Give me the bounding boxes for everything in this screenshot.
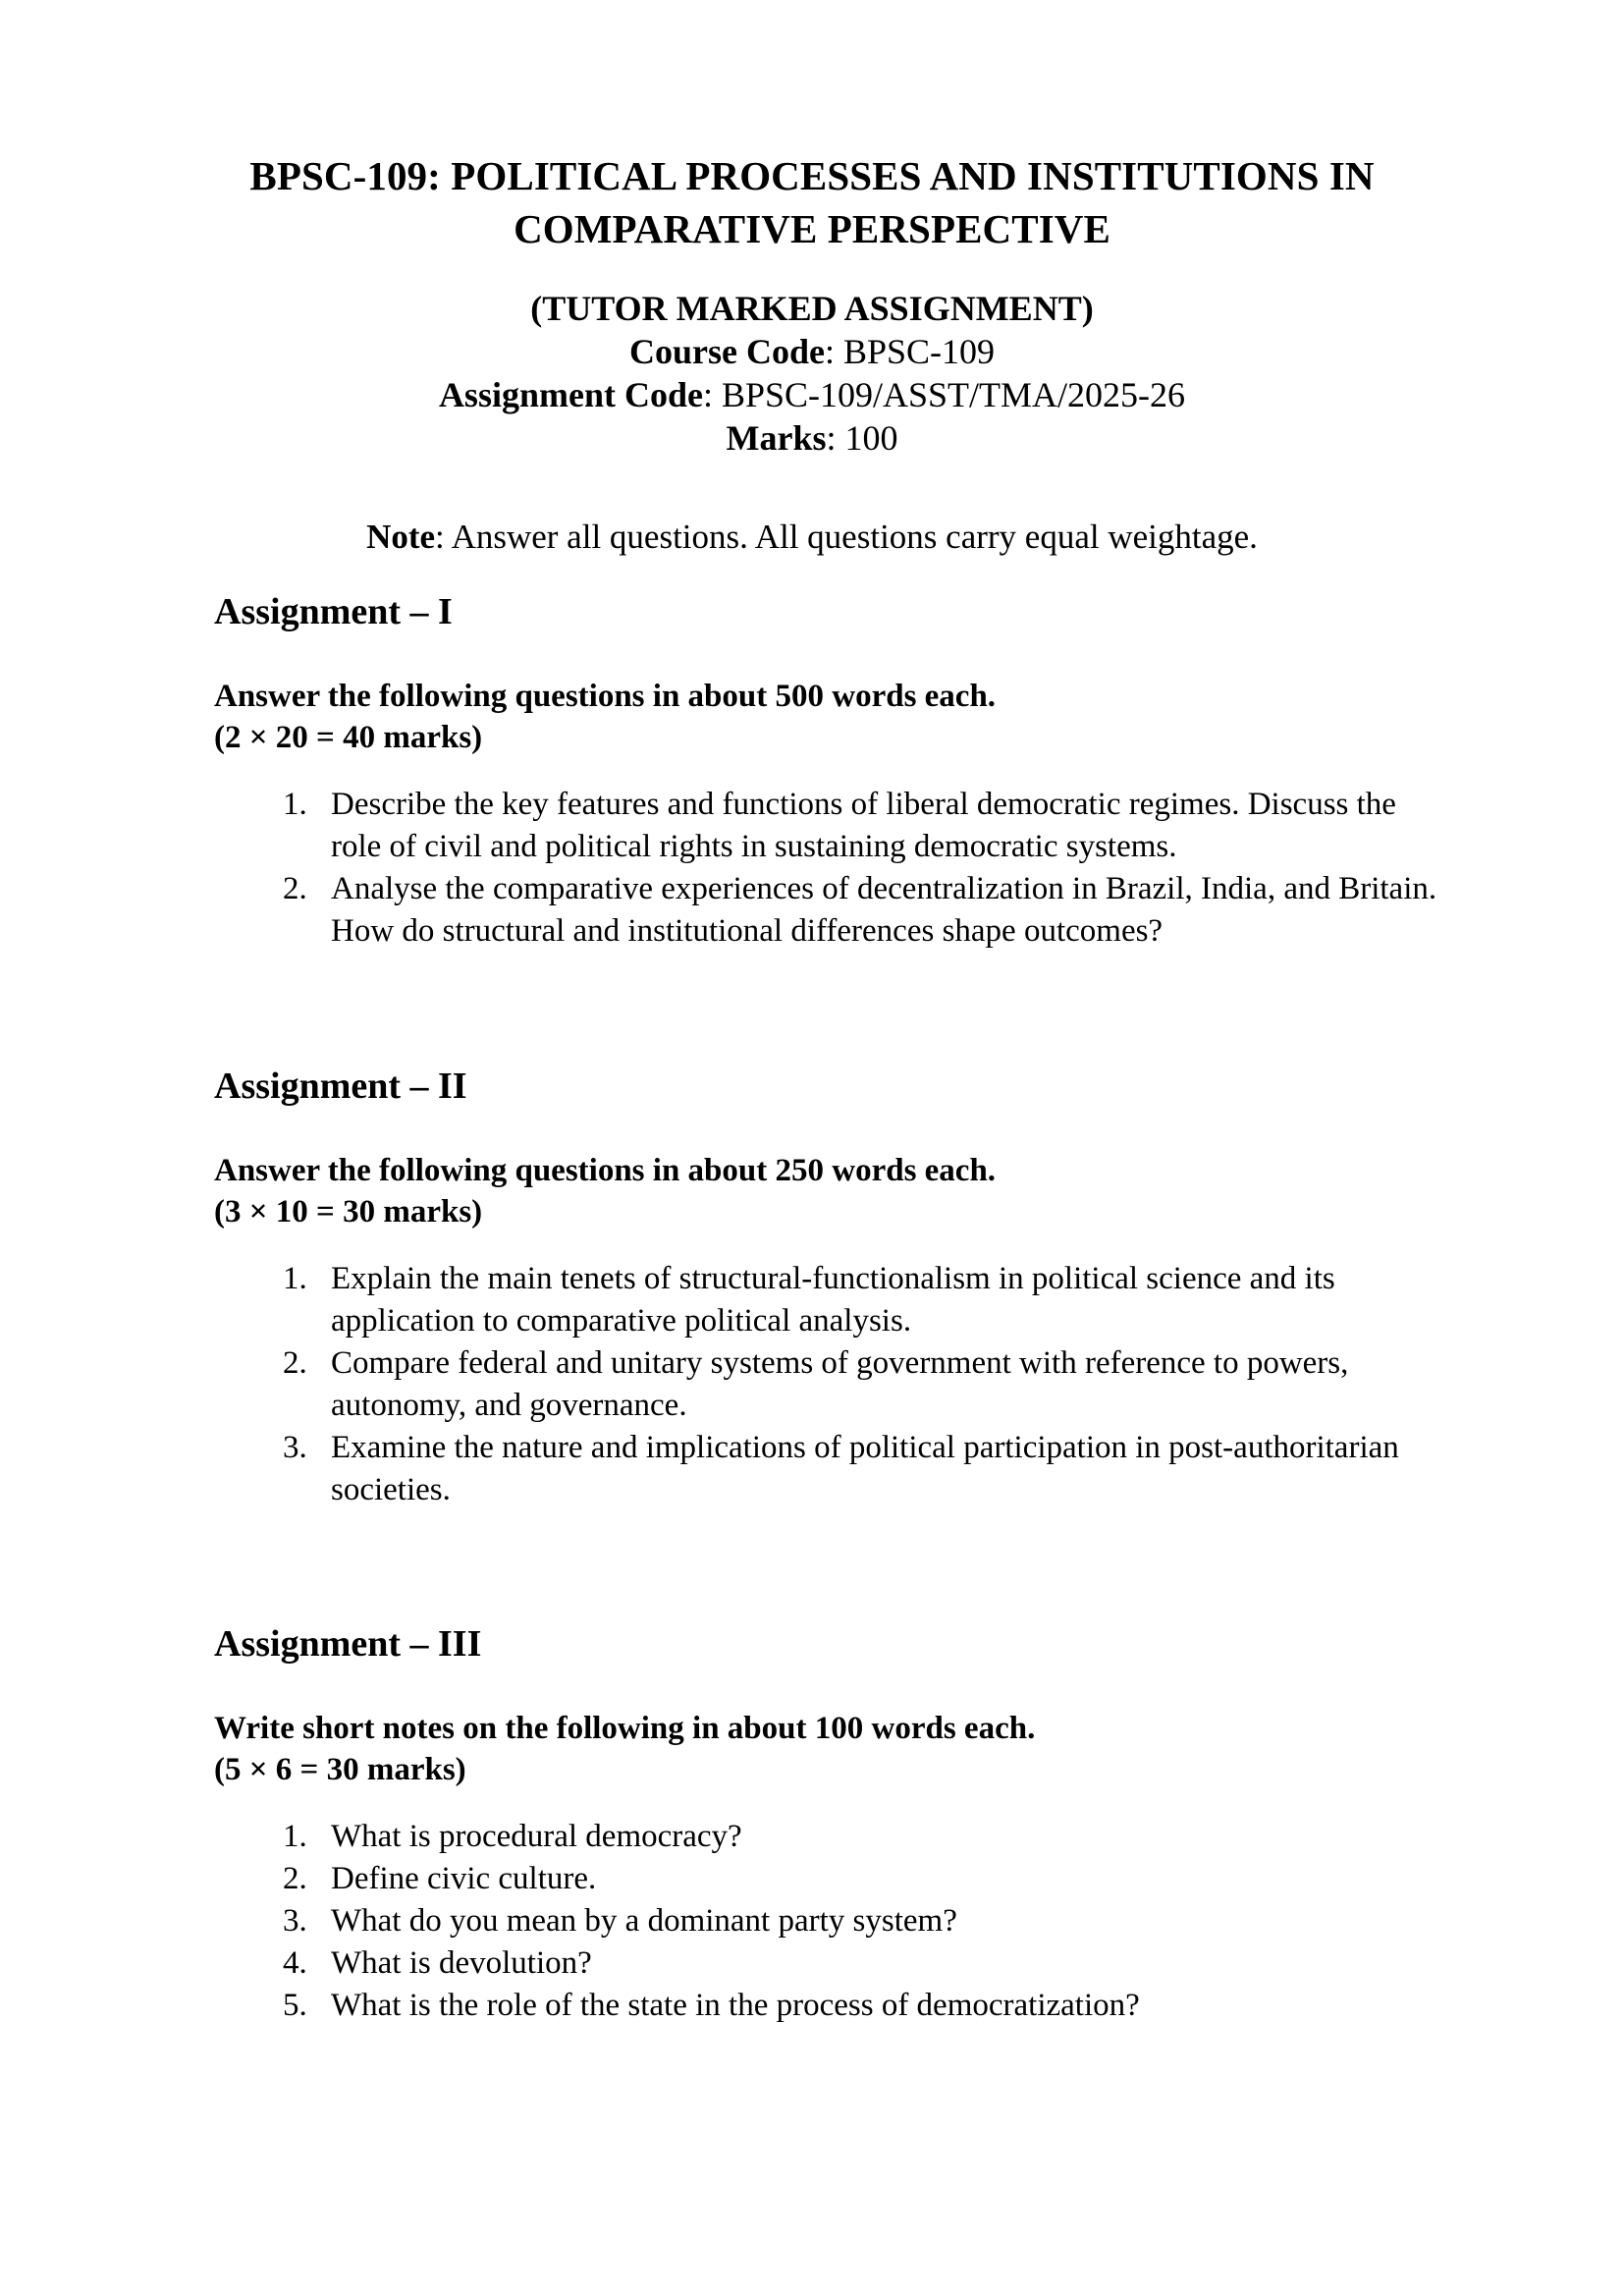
question-list-2 — [214, 1258, 1451, 1511]
section-marks-line-2: (3 × 10 = 30 marks) — [214, 1194, 483, 1230]
marks-line — [223, 416, 1401, 460]
marks-value: : 100 — [826, 418, 898, 458]
assignment-section-2 — [214, 1064, 1451, 1511]
assignment-code-label: Assignment Code — [438, 375, 703, 414]
section-instruction-line-1: Answer the following questions in about 500 words each. — [214, 679, 997, 714]
marks-label: Marks — [726, 418, 827, 458]
list-item: 2. Compare federal and unitary systems of government with reference to powers, autonomy, and governance. — [315, 1342, 1451, 1427]
section-instruction-line-3: Write short notes on the following in about 100 words each. — [214, 1711, 1036, 1746]
list-item: 1. What is procedural democracy? — [315, 1816, 1451, 1858]
section-instructions-3 — [214, 1708, 1451, 1790]
assignment-type-label: (TUTOR MARKED ASSIGNMENT) — [530, 289, 1094, 328]
list-item: 3. What do you mean by a dominant party system? — [315, 1900, 1451, 1942]
assignment-code-value: : BPSC-109/ASST/TMA/2025-26 — [702, 375, 1186, 414]
note-line — [223, 516, 1401, 559]
list-item: 1. Explain the main tenets of structural-functionalism in political science and its application to comparative political analysis. — [315, 1258, 1451, 1342]
question-list-3 — [214, 1816, 1451, 2027]
list-item: 1. Describe the key features and functions of liberal democratic regimes. Discuss the role of civil and political rights in sustaining democratic systems. — [315, 784, 1451, 868]
list-item: 3. Examine the nature and implications of political participation in post-authoritarian societies. — [315, 1427, 1451, 1511]
list-item: 4. What is devolution? — [315, 1942, 1451, 1985]
section-marks-line-1: (2 × 20 = 40 marks) — [214, 720, 483, 755]
list-item: 2. Analyse the comparative experiences of decentralization in Brazil, India, and Britain. How do structural and institutional differences shape outcomes? — [315, 868, 1451, 953]
list-item: 5. What is the role of the state in the process of democratization? — [315, 1985, 1451, 2027]
list-item: 2. Define civic culture. — [315, 1858, 1451, 1900]
note-value: : Answer all questions. All questions carry equal weightage. — [435, 518, 1258, 556]
section-instruction-line-2: Answer the following questions in about 250 words each. — [214, 1153, 997, 1188]
course-code-line — [223, 330, 1401, 373]
assignment-section-1 — [214, 589, 1451, 953]
course-code-label: Course Code — [628, 332, 825, 371]
assignment-meta-block — [223, 287, 1401, 460]
section-marks-line-3: (5 × 6 = 30 marks) — [214, 1752, 466, 1787]
assignment-code-line — [223, 373, 1401, 416]
assignment-type-line — [223, 287, 1401, 330]
course-code-value: : BPSC-109 — [824, 332, 996, 371]
section-heading-1: Assignment – I — [214, 591, 453, 632]
section-heading-3: Assignment – III — [214, 1623, 482, 1665]
section-instructions-2 — [214, 1150, 1451, 1232]
note-label: Note — [366, 518, 436, 556]
section-heading-2: Assignment – II — [214, 1066, 467, 1107]
assignment-section-3 — [214, 1621, 1451, 2027]
page-title: BPSC-109: POLITICAL PROCESSES AND INSTITUTIONS IN COMPARATIVE PERSPECTIVE — [249, 153, 1375, 251]
question-list-1 — [214, 784, 1451, 953]
section-instructions-1 — [214, 676, 1451, 758]
